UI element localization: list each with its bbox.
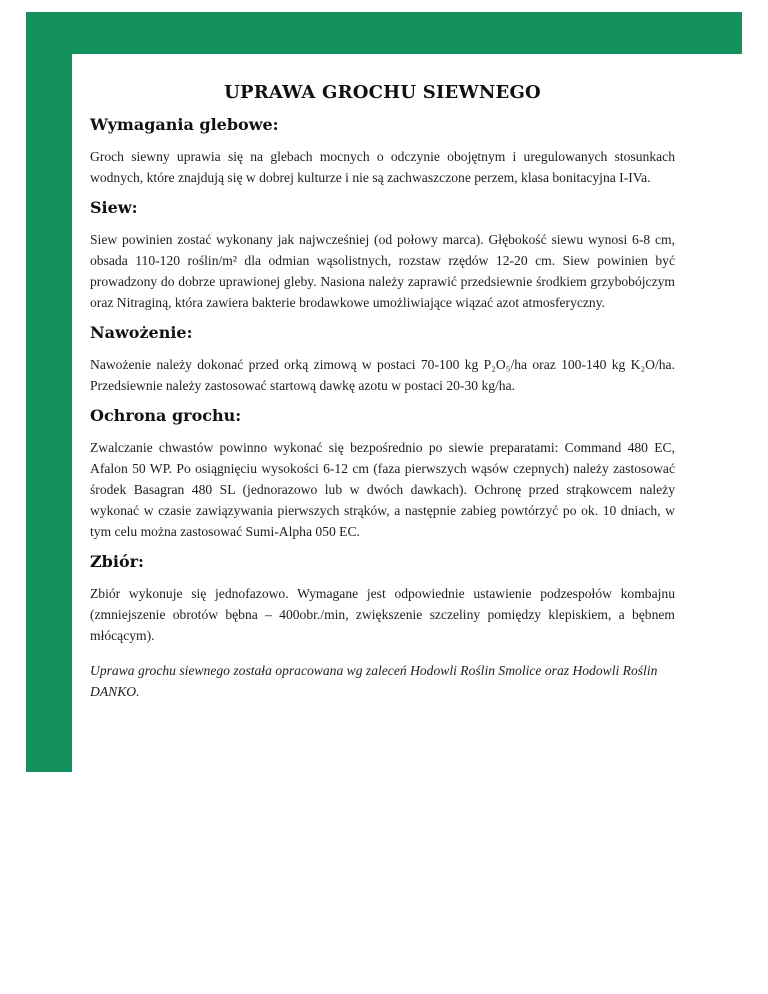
section-soil [90,115,675,188]
section-text: Zwalczanie chwastów powinno wykonać się bezpośrednio po siewie preparatami: Command 480 EC, Afalon 50 WP. Po osiągnięciu wysokości 6-12 cm (faza pierwszych wąsów czepnych) należy zastosować środek Basagran 480 SL (jednorazowo lub w dwóch dawkach). Ochronę przed strąkowcem należy wykonać w czasie zawiązywania pierwszych strąków, a następnie zabieg powtórzyć po ok. 10 dniach, w tym celu można zastosować Sumi-Alpha 050 EC. [90,440,675,539]
green-frame-left [26,12,72,772]
section-heading: Zbiór: [90,552,144,571]
section-text: Groch siewny uprawia się na glebach mocnych o odczynie obojętnym i uregulowanych stosunkach wodnych, które znajdują się w dobrej kulturze i nie są zachwaszczone perzem, klasa bonitacyjna I-IVa. [90,149,675,185]
section-heading: Wymagania glebowe: [90,115,279,134]
section-heading: Nawożenie: [90,323,193,342]
section-heading: Siew: [90,198,138,217]
document-body [90,82,675,702]
section-text: Nawożenie należy dokonać przed orką zimową w postaci 70-100 kg P₂O₅/ha oraz 100-140 kg K₂O/ha. Przedsiewnie należy zastosować startową dawkę azotu w postaci 20-30 kg/ha. [90,357,675,393]
source-note: Uprawa grochu siewnego została opracowana wg zaleceń Hodowli Roślin Smolice oraz Hodowli Roślin DANKO. [90,663,658,699]
section-protection [90,406,675,542]
section-fertilization [90,323,675,396]
section-sowing [90,198,675,313]
section-harvest [90,552,675,646]
document-title: UPRAWA GROCHU SIEWNEGO [224,82,541,103]
green-frame-top [26,12,742,54]
section-text: Siew powinien zostać wykonany jak najwcześniej (od połowy marca). Głębokość siewu wynosi 6-8 cm, obsada 110-120 roślin/m² dla odmian wąsolistnych, rozstaw rzędów 12-20 cm. Siew powinien być prowadzony do dobrze uprawionej gleby. Nasiona należy zaprawić przedsiewnie środkiem grzybobójczym oraz Nitraginą, która zawiera bakterie brodawkowe umożliwiające wiązać azot atmosferyczny. [90,232,675,310]
section-heading: Ochrona grochu: [90,406,242,425]
section-text: Zbiór wykonuje się jednofazowo. Wymagane jest odpowiednie ustawienie podzespołów kombajnu (zmniejszenie obrotów bębna – 400obr./min, zwiększenie szczeliny pomiędzy klepiskiem, a bębnem młócącym). [90,586,675,643]
